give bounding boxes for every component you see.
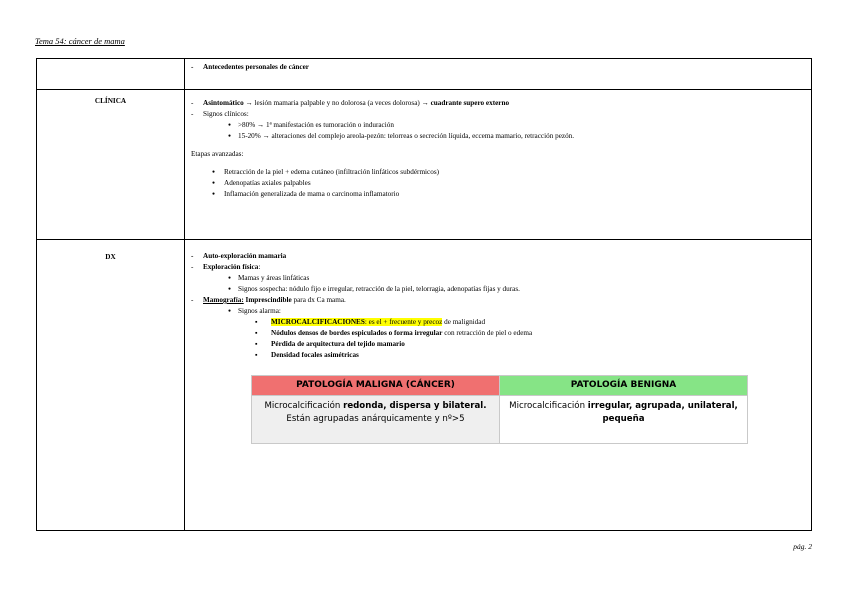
row-content-antecedentes (185, 59, 812, 90)
table-row (37, 240, 812, 531)
list-item: ▪ Pérdida de arquitectura del tejido mamario (255, 339, 807, 350)
etapas-heading: Etapas avanzadas: (191, 150, 244, 158)
list-item: ● 15-20% → alteraciones del complejo areola-pezón: telorreas o secreción líquida, eccema mamario, retracción pezón. (228, 131, 807, 142)
list-item: - Antecedentes personales de cáncer (191, 62, 807, 73)
list-item: ▪ Nódulos densos de bordes espiculados o forma irregular con retracción de piel o edema (255, 328, 807, 339)
list-item: ▪ Densidad focales asimétricas (255, 350, 807, 361)
table-row (37, 59, 812, 90)
row-content-clinica (185, 90, 812, 240)
list-item: ● Signos sospecha: nódulo fijo e irregular, retracción de la piel, telorragia, adenopatías fijas y duras. (228, 284, 807, 295)
list-item: - Mamografía: Imprescindible para dx Ca mama. (191, 295, 807, 306)
row-label-clinica: CLÍNICA (37, 90, 185, 240)
list-item: ● Signos alarma: (228, 306, 807, 317)
page-header-title: Tema 54: cáncer de mama (35, 36, 125, 46)
list-item: ▪ MICROCALCIFICACIONES: es el + frecuente y precoz de malignidad (255, 317, 807, 328)
maligna-header: PATOLOGÍA MALIGNA (CÁNCER) (252, 376, 500, 396)
comparison-table (251, 375, 748, 444)
benigna-cell: Microcalcificación irregular, agrupada, unilateral, pequeña (500, 396, 748, 444)
row-label-empty (37, 59, 185, 90)
list-item: - Asintomático → lesión mamaria palpable y no dolorosa (a veces dolorosa) → cuadrante supero externo (191, 98, 807, 109)
list-item: ● Adenopatías axiales palpables (212, 178, 807, 189)
list-item: ● Inflamación generalizada de mama o carcinoma inflamatorio (212, 189, 807, 200)
list-item: ● >80% → 1ª manifestación es tumoración o induración (228, 120, 807, 131)
content-table (36, 58, 812, 531)
table-row (37, 90, 812, 240)
row-content-dx (185, 240, 812, 531)
row-label-dx: DX (37, 240, 185, 531)
list-item: - Auto-exploración mamaria (191, 251, 807, 262)
list-item: - Signos clínicos: (191, 109, 807, 120)
page-number: pág. 2 (793, 542, 812, 551)
list-item: ● Mamas y áreas linfáticas (228, 273, 807, 284)
benigna-header: PATOLOGÍA BENIGNA (500, 376, 748, 396)
list-item: - Exploración física: (191, 262, 807, 273)
maligna-cell: Microcalcificación redonda, dispersa y bilateral. Están agrupadas anárquicamente y nº>5 (252, 396, 500, 444)
list-item: ● Retracción de la piel + edema cutáneo (infiltración linfáticos subdérmicos) (212, 167, 807, 178)
